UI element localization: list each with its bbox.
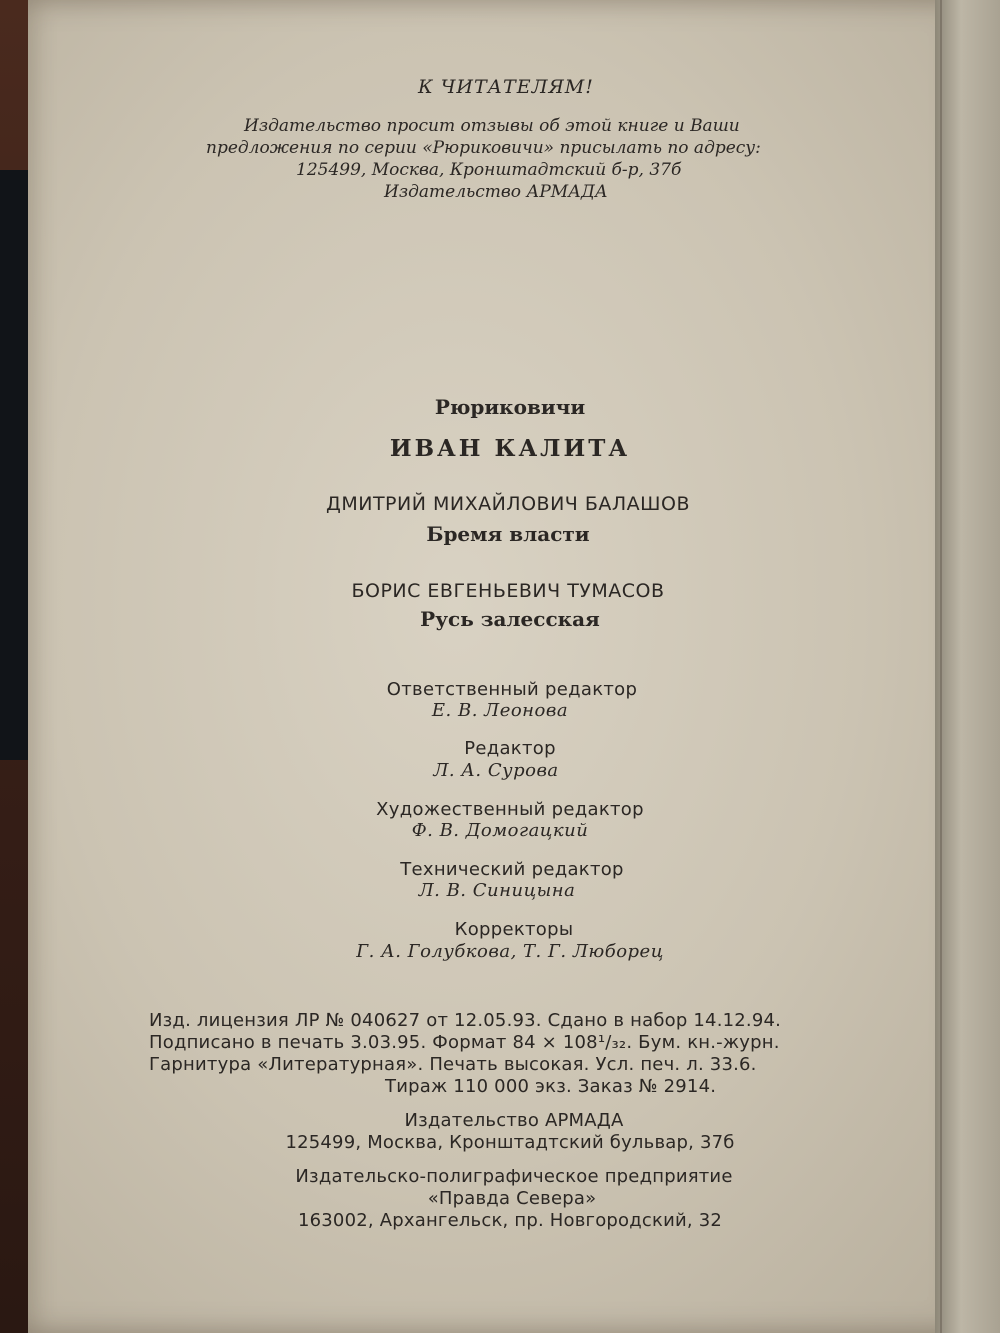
credit-name: Г. А. Голубкова, Т. Г. Люборец bbox=[356, 941, 664, 962]
credit-name: Л. В. Синицына bbox=[418, 880, 576, 901]
imprint-line: Тираж 110 000 экз. Заказ № 2914. bbox=[385, 1076, 717, 1097]
notice-line: 125499, Москва, Кронштадтский б-р, 37б bbox=[296, 160, 682, 180]
imprint-line: Подписано в печать 3.03.95. Формат 84 × 108¹/₃₂. Бум. кн.-журн. bbox=[149, 1032, 780, 1053]
credit-name: Л. А. Сурова bbox=[433, 760, 559, 781]
publisher-address: 125499, Москва, Кронштадтский бульвар, 37б bbox=[285, 1132, 735, 1153]
notice-line: Издательство просит отзывы об этой книге и Ваши bbox=[244, 116, 740, 136]
series-name: Рюриковичи bbox=[434, 395, 586, 419]
notice-line: Издательство АРМАДА bbox=[384, 182, 608, 202]
printer-line: Издательско-полиграфическое предприятие bbox=[295, 1166, 733, 1187]
work-author: ДМИТРИЙ МИХАЙЛОВИЧ БАЛАШОВ bbox=[326, 493, 690, 515]
credit-role: Технический редактор bbox=[400, 859, 624, 880]
work-title: Бремя власти bbox=[426, 522, 590, 546]
credit-role: Корректоры bbox=[454, 919, 574, 940]
work-author: БОРИС ЕВГЕНЬЕВИЧ ТУМАСОВ bbox=[351, 580, 665, 602]
printer-line: 163002, Архангельск, пр. Новгородский, 32 bbox=[297, 1210, 723, 1231]
notice-line: предложения по серии «Рюриковичи» присылать по адресу: bbox=[206, 138, 761, 158]
credit-name: Е. В. Леонова bbox=[431, 700, 569, 721]
imprint-line: Гарнитура «Литературная». Печать высокая. Усл. печ. л. 33.6. bbox=[149, 1054, 757, 1075]
credit-role: Ответственный редактор bbox=[386, 679, 638, 700]
credit-name: Ф. В. Домогацкий bbox=[411, 820, 589, 841]
imprint-line: Изд. лицензия ЛР № 040627 от 12.05.93. Сдано в набор 14.12.94. bbox=[149, 1010, 782, 1031]
work-title: Русь залесская bbox=[420, 607, 600, 631]
dark-object bbox=[0, 170, 30, 760]
printer-line: «Правда Севера» bbox=[427, 1188, 597, 1209]
publisher-name: Издательство АРМАДА bbox=[404, 1110, 624, 1131]
notice-heading: К ЧИТАТЕЛЯМ! bbox=[418, 76, 594, 98]
credit-role: Редактор bbox=[464, 738, 556, 759]
book-title: ИВАН КАЛИТА bbox=[389, 435, 631, 462]
credit-role: Художественный редактор bbox=[376, 799, 644, 820]
page-fold bbox=[940, 0, 1000, 1333]
